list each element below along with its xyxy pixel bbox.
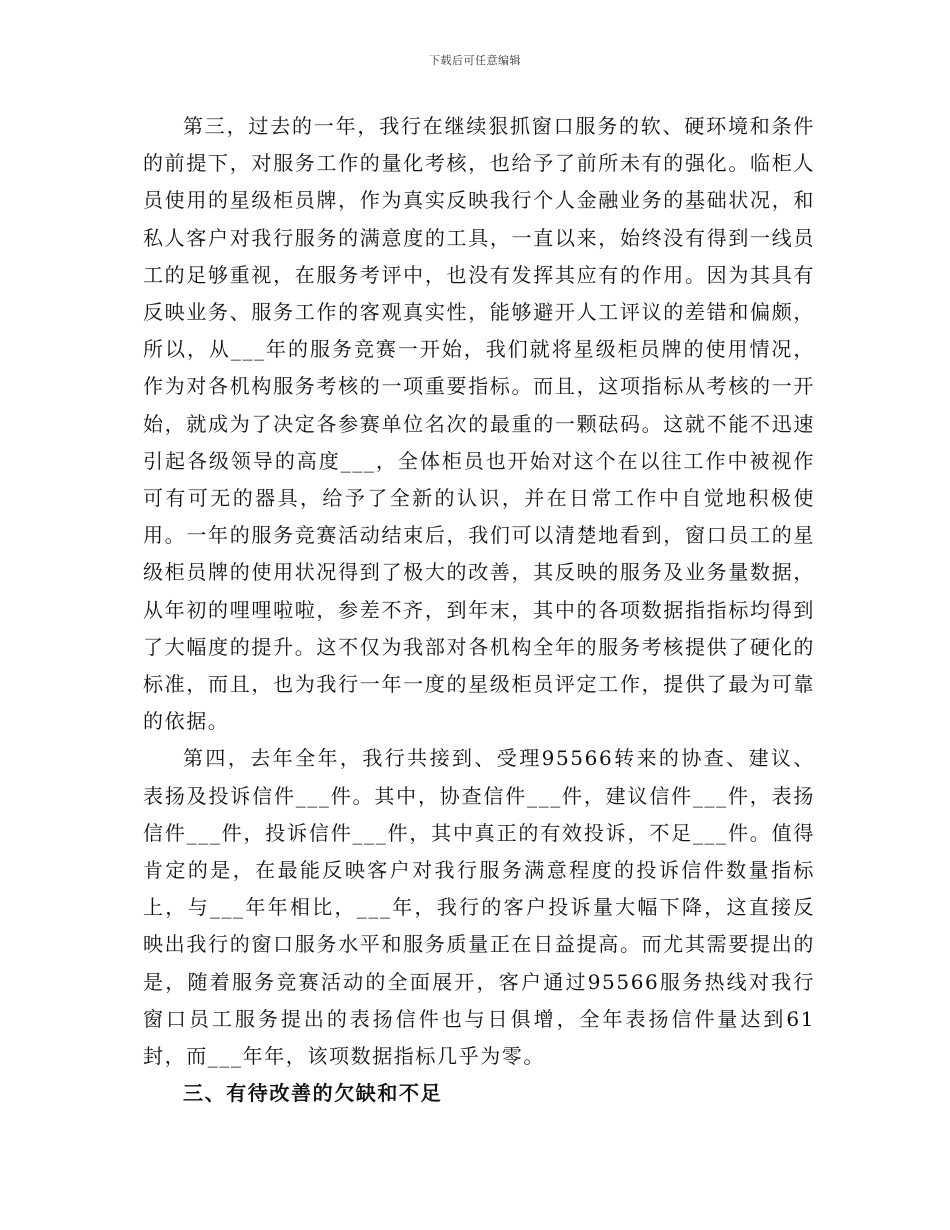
page-header-note: 下载后可任意编辑 [429,54,521,67]
paragraph-fourth-point: 第四，去年全年，我行共接到、受理95566转来的协查、建议、表扬及投诉信件___件。其中，协查信件___件，建议信件___件，表扬信件___件，投诉信件___件，其中真正的有效投诉，不足___件。值得肯定的是，在最能反映客户对我行服务满意程度的投诉信件数量指标上，与___年年相比，___年，我行的客户投诉量大幅下降，这直接反映出我行的窗口服务水平和服务质量正在日益提高。而尤其需要提出的是，随着服务竞赛活动的全面展开，客户通过95566服务热线对我行窗口员工服务提出的表扬信件也与日俱增，全年表扬信件量达到61封，而___年年，该项数据指标几乎为零。 [143,746,815,1069]
paragraph-third-point: 第三，过去的一年，我行在继续狠抓窗口服务的软、硬环境和条件的前提下，对服务工作的量化考核，也给予了前所未有的强化。临柜人员使用的星级柜员牌，作为真实反映我行个人金融业务的基础状况，和私人客户对我行服务的满意度的工具，一直以来，始终没有得到一线员工的足够重视，在服务考评中，也没有发挥其应有的作用。因为其具有反映业务、服务工作的客观真实性，能够避开人工评议的差错和偏颇，所以，从___年的服务竞赛一开始，我们就将星级柜员牌的使用情况，作为对各机构服务考核的一项重要指标。而且，这项指标从考核的一开始，就成为了决定各参赛单位名次的最重的一颗砝码。这就不能不迅速引起各级领导的高度___，全体柜员也开始对这个在以往工作中被视作可有可无的器具，给予了全新的认识，并在日常工作中自觉地积极使用。一年的服务竞赛活动结束后，我们可以清楚地看到，窗口员工的星级柜员牌的使用状况得到了极大的改善，其反映的服务及业务量数据，从年初的哩哩啦啦，参差不齐，到年末，其中的各项数据指指标均得到了大幅度的提升。这不仅为我部对各机构全年的服务考核提供了硬化的标准，而且，也为我行一年一度的星级柜员评定工作，提供了最为可靠的依据。 [143,114,815,734]
document-body [143,108,815,1112]
section-heading: 三、有待改善的欠缺和不足 [183,1081,443,1106]
